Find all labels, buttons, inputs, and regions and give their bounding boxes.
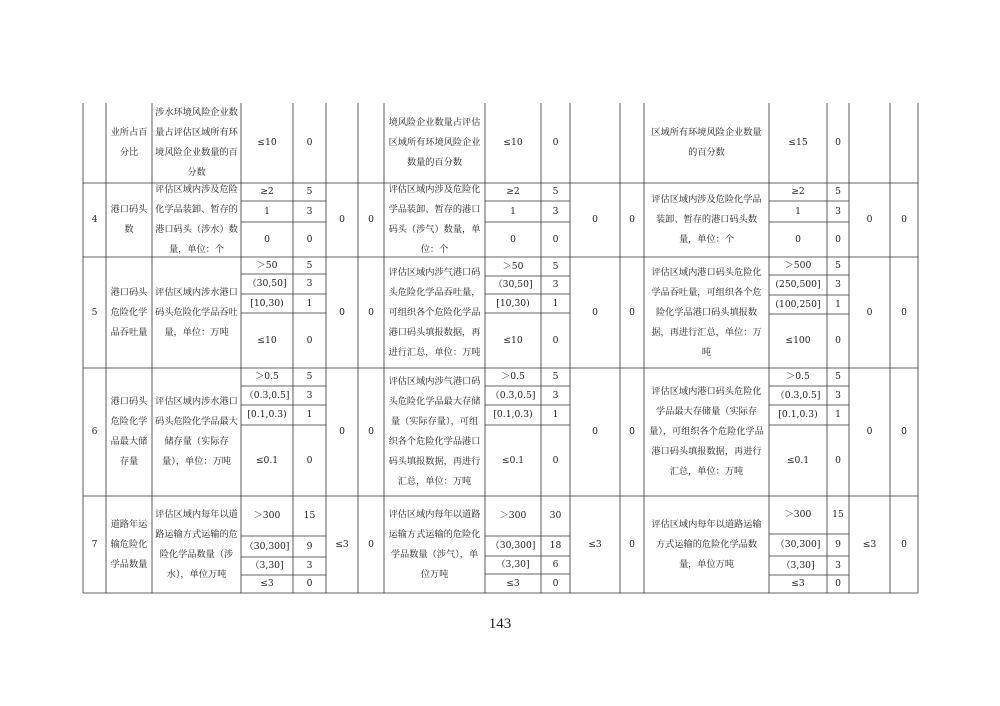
grade-score: 5 bbox=[552, 371, 559, 382]
grade-range: [10,30) bbox=[250, 297, 284, 309]
assessed-score bbox=[358, 103, 384, 183]
grade-range: ＞300 bbox=[253, 510, 281, 521]
indicator-description: 评估区域内涉水港口码头危险化学品最大储存量（实际存量），单位：万吨 bbox=[155, 396, 238, 467]
grade-range: ＞50 bbox=[256, 259, 278, 271]
assessed-value: 0 bbox=[866, 426, 873, 437]
assessed-value: 0 bbox=[592, 214, 598, 225]
indicator-name: 港口码头数 bbox=[110, 204, 148, 235]
grade-score: 15 bbox=[832, 509, 844, 520]
grade-range: ≤100 bbox=[785, 335, 811, 346]
row-number: 4 bbox=[91, 214, 98, 225]
grade-range: ≤0.1 bbox=[501, 454, 525, 466]
grade-range: ＞0.5 bbox=[255, 371, 279, 382]
grade-score: 5 bbox=[306, 186, 313, 197]
grade-range: [0.1,0.3) bbox=[778, 409, 818, 420]
grade-score: 0 bbox=[552, 334, 559, 346]
grade-score: 0 bbox=[306, 454, 313, 466]
grade-score: 1 bbox=[306, 409, 313, 420]
grade-score: 0 bbox=[835, 454, 841, 466]
assessed-value: 0 bbox=[339, 214, 345, 225]
grade-range: （3,30] bbox=[781, 559, 815, 571]
grade-score: 3 bbox=[306, 560, 313, 571]
grade-range: （0.3,0.5] bbox=[244, 389, 290, 401]
grade-range: ≤3 bbox=[791, 578, 805, 589]
grade-score: 6 bbox=[552, 559, 559, 570]
assessed-value: 0 bbox=[339, 306, 345, 318]
grade-range: ≤3 bbox=[506, 577, 520, 589]
indicator-name: 业所占百分比 bbox=[110, 127, 148, 158]
grade-range: ≤10 bbox=[503, 137, 523, 148]
assessed-value: 0 bbox=[866, 214, 873, 225]
grade-range: ＞500 bbox=[784, 260, 812, 271]
grade-range: ≤10 bbox=[257, 334, 277, 346]
grade-score: 0 bbox=[306, 334, 313, 346]
indicator-name: 港口码头危险化学品吞吐量 bbox=[110, 286, 148, 338]
grade-score: 30 bbox=[549, 510, 562, 521]
grade-range: (250,500] bbox=[775, 279, 821, 290]
grade-score: 5 bbox=[552, 186, 559, 197]
grade-range: ≥2 bbox=[506, 186, 520, 197]
grade-score: 5 bbox=[552, 260, 559, 272]
assessed-score: 0 bbox=[629, 306, 635, 318]
grade-range: （30,300] bbox=[244, 540, 290, 552]
grade-score: 1 bbox=[835, 298, 841, 310]
grade-range: ≥2 bbox=[260, 186, 274, 197]
grade-score: 3 bbox=[835, 279, 841, 290]
grade-score: 0 bbox=[306, 578, 313, 589]
grade-score: 5 bbox=[835, 260, 841, 271]
row-number: 7 bbox=[91, 538, 98, 550]
assessed-score: 0 bbox=[901, 306, 907, 318]
grade-score: 0 bbox=[835, 578, 841, 589]
grade-range: 1 bbox=[795, 205, 801, 217]
grade-score: 9 bbox=[306, 540, 313, 552]
assessed-score: 0 bbox=[368, 306, 374, 318]
assessed-score: 0 bbox=[629, 214, 635, 225]
grade-range: ≤10 bbox=[503, 334, 523, 346]
grade-score: 3 bbox=[306, 205, 313, 217]
indicator-description: 评估区域内涉气港口码头危险化学品最大存储量（实际存量），可组织各个危险化学品港口码头填报数据，再进行汇总，单位：万吨 bbox=[388, 376, 481, 487]
grade-score: 1 bbox=[552, 409, 559, 420]
grade-range: [0.1,0.3) bbox=[247, 409, 287, 420]
grade-range: （0.3,0.5] bbox=[490, 389, 536, 401]
indicator-description: 评估区域内港口码头危险化学品吞吐量，可组织各个危险化学品港口码头填报数据，再进行汇总，单位：万吨 bbox=[651, 266, 762, 358]
assessed-value: 0 bbox=[339, 426, 345, 437]
assessed-score: 0 bbox=[629, 426, 635, 437]
grade-score: 0 bbox=[306, 137, 313, 148]
indicator-description: 评估区域内涉及危险化学品装卸、暂存的港口码头（涉水）数量，单位：个 bbox=[155, 184, 238, 255]
grade-score: 15 bbox=[303, 510, 316, 521]
row-number: 6 bbox=[91, 426, 98, 437]
grade-score: 1 bbox=[306, 297, 313, 309]
grade-range: （30,50] bbox=[247, 278, 287, 289]
assessed-score: 0 bbox=[368, 214, 374, 225]
assessed-score: 0 bbox=[368, 538, 374, 550]
indicator-description: 评估区域内每年以道路运输方式运输的危险化学品数量，单位万吨 bbox=[651, 518, 762, 570]
grade-score: 5 bbox=[306, 259, 313, 271]
grade-range: [10,30) bbox=[496, 297, 530, 309]
grade-score: 5 bbox=[835, 186, 841, 197]
indicator-description: 评估区域内每年以道路运输方式运输的危险化学品数量（涉水），单位万吨 bbox=[155, 508, 238, 580]
assessed-value: 0 bbox=[592, 426, 598, 437]
grade-score: 9 bbox=[835, 539, 841, 550]
indicator-description: 评估区域内涉气港口码头危险化学品吞吐量，可组织各个危险化学品港口码头填报数据，再进行汇总，单位：万吨 bbox=[388, 266, 481, 358]
assessed-score: 0 bbox=[901, 538, 907, 550]
grade-range: ≤0.1 bbox=[786, 454, 810, 466]
grade-score: 3 bbox=[835, 559, 841, 571]
grade-range: ≤3 bbox=[260, 578, 274, 589]
assessed-value: 0 bbox=[866, 306, 873, 318]
grade-range: 0 bbox=[264, 233, 270, 245]
grade-score: 3 bbox=[552, 389, 559, 401]
page-number: 143 bbox=[488, 616, 512, 632]
grade-range: 0 bbox=[795, 233, 801, 245]
grade-range: (100,250] bbox=[775, 298, 821, 310]
indicator-description: 境风险企业数量占评估区域所有环境风险企业数量的百分数 bbox=[388, 117, 481, 168]
assessed-value: ≤3 bbox=[588, 538, 602, 550]
indicator-name: 港口码头危险化学品最大储存量 bbox=[110, 396, 148, 467]
assessed-value bbox=[849, 103, 890, 183]
grade-score: 0 bbox=[552, 577, 559, 589]
grade-range: ＞300 bbox=[784, 509, 812, 520]
assessed-score: 0 bbox=[901, 426, 907, 437]
grade-range: ＞0.5 bbox=[501, 371, 525, 382]
grade-range: （3,30] bbox=[250, 560, 284, 571]
assessed-score: 0 bbox=[901, 214, 907, 225]
grade-range: （30,50] bbox=[493, 279, 533, 290]
grade-range: 1 bbox=[264, 205, 270, 217]
grade-score: 3 bbox=[552, 205, 559, 217]
assessed-score bbox=[890, 103, 918, 183]
grade-range: ＞300 bbox=[499, 510, 527, 521]
assessed-value: ≤3 bbox=[862, 538, 877, 550]
grade-range: ＞50 bbox=[502, 260, 524, 272]
grade-score: 18 bbox=[549, 540, 562, 551]
grade-range: 1 bbox=[510, 205, 516, 217]
assessed-value: ≤3 bbox=[335, 538, 349, 550]
grade-score: 0 bbox=[552, 233, 559, 245]
indicator-name: 道路年运输危险化学品数量 bbox=[110, 518, 148, 570]
assessed-score: 0 bbox=[368, 426, 374, 437]
row-number: 5 bbox=[91, 306, 98, 318]
grade-range: ≤0.1 bbox=[255, 454, 279, 466]
indicator-description: 区域所有环境风险企业数量的百分数 bbox=[651, 127, 762, 158]
grade-score: 5 bbox=[306, 371, 313, 382]
grade-score: 3 bbox=[306, 389, 313, 401]
grade-score: 0 bbox=[835, 137, 841, 148]
grade-score: 0 bbox=[552, 137, 559, 148]
assessed-value: 0 bbox=[592, 306, 598, 318]
grade-score: 0 bbox=[835, 233, 841, 245]
grade-score: 3 bbox=[835, 389, 841, 401]
indicator-description: 评估区域内每年以道路运输方式运输的危险化学品数量（涉气），单位万吨 bbox=[388, 508, 481, 580]
grade-range: （30,300] bbox=[490, 540, 536, 551]
assessed-value bbox=[326, 103, 358, 183]
grade-range: ≤10 bbox=[257, 137, 277, 148]
grade-score: 1 bbox=[835, 409, 841, 420]
grade-score: 0 bbox=[306, 233, 313, 245]
assessed-score bbox=[620, 103, 644, 183]
grade-score: 0 bbox=[835, 335, 841, 346]
grade-score: 3 bbox=[552, 279, 559, 290]
grade-range: （3,30] bbox=[496, 559, 530, 570]
grade-score: 3 bbox=[835, 205, 841, 217]
grade-range: 0 bbox=[510, 233, 516, 245]
grade-score: 5 bbox=[835, 371, 841, 382]
grade-range: ＞0.5 bbox=[786, 371, 810, 382]
grade-range: ≥2 bbox=[791, 186, 805, 197]
grade-score: 3 bbox=[306, 278, 313, 289]
grade-range: （30,300] bbox=[775, 539, 821, 550]
grade-range: [0.1,0.3) bbox=[493, 409, 533, 420]
indicator-description: 评估区域内涉及危险化学品装卸、暂存的港口码头数量，单位：个 bbox=[651, 194, 762, 245]
indicator-description: 涉水环境风险企业数量占评估区域所有环境风险企业数量的百分数 bbox=[155, 107, 238, 178]
assessed-score: 0 bbox=[629, 538, 635, 550]
grade-range: ≤15 bbox=[788, 137, 808, 148]
indicator-description: 评估区域内涉水港口码头危险化学品吞吐量，单位：万吨 bbox=[155, 286, 238, 338]
grade-score: 0 bbox=[552, 454, 559, 466]
indicator-description: 评估区域内涉及危险化学品装卸、暂存的港口码头（涉气）数量，单位：个 bbox=[388, 184, 481, 255]
row-number bbox=[83, 103, 106, 183]
assessed-value bbox=[570, 103, 620, 183]
grade-range: （0.3,0.5] bbox=[775, 389, 821, 401]
grade-score: 1 bbox=[552, 297, 559, 309]
indicator-description: 评估区域内港口码头危险化学品最大存储量（实际存量），可组织各个危险化学品港口码头填报数据，再进行汇总，单位：万吨 bbox=[649, 386, 764, 477]
